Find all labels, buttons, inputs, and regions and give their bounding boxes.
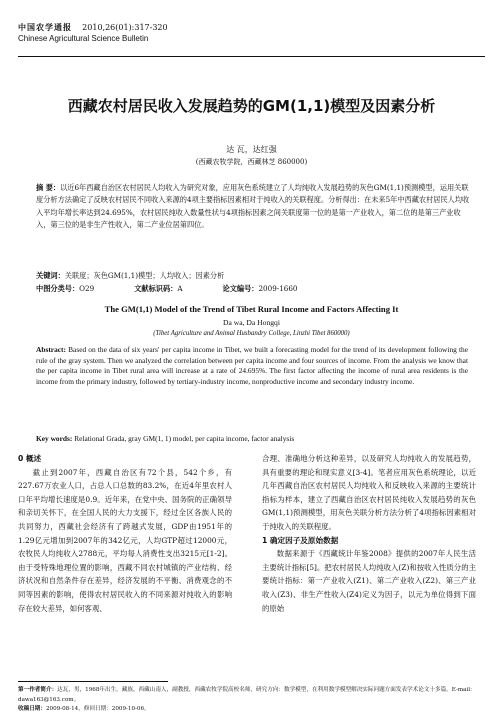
keywords-cn [36, 270, 472, 281]
paper-number [223, 284, 298, 294]
keywords-en-text: Relational Grada, gray GM(1, 1) model, per capita income, factor analysis [74, 434, 295, 443]
abstract-en [36, 345, 468, 388]
keywords-cn-text: 关联度；灰色GM(1,1)模型；人均收入；因素分析 [64, 271, 225, 280]
section-heading-overview: 0 概述 [18, 454, 42, 463]
document-code-label: 文献标识码： [134, 284, 178, 293]
abstract-cn-text: 以近6年西藏自治区农村居民人均收入为研究对象，应用灰色系统建立了人均纯收入发展趋势的灰色GM(1,1)预测模型，运用关联度分析方法确定了反映农村居民不同收入来源的4项主要指标因素相对于纯收入的关联程度。分析得出：在未来5年中西藏农村居民人均收入平均年增长率达到24.695%，农村居民纯收入数量性状与4项指标因素之间关联度第一位的是第一产业收入，第二位的是第三产业收入，第三位的是非生产性收入，第二产业位居第四位。 [36, 183, 470, 229]
author-bio-label: 第一作者简介： [18, 687, 58, 693]
journal-volume-issue: 2010,26(01):317-320 [82, 23, 168, 32]
authors-cn: 达 瓦，达红强 [226, 145, 277, 154]
body-paragraph: 合理、准确地分析这种差异，以及研究人均纯收入的发展趋势，具有重要的理论和现实意义[3-4]。笔者应用灰色系统理论，以近几年西藏自治区农村居民人均纯收入和反映收入来源的主要统计指标为样本，建立了西藏自治区农村居民纯收入发展趋势的灰色GM(1,1)预测模型，用灰色关联分析方法分析了4项指标因素相对于纯收入的关联程度。 [262, 454, 476, 531]
paper-number-value: 2009-1660 [258, 284, 298, 293]
class-number-value: O29 [79, 284, 95, 293]
paper-number-label: 论文编号： [222, 284, 259, 293]
title-cn: 西藏农村居民收入发展趋势的GM(1,1)模型及因素分析 [67, 97, 436, 115]
abstract-cn-label: 摘 要： [36, 183, 61, 192]
footnote-rule [18, 681, 168, 682]
footnote [18, 686, 486, 715]
classification-row [36, 284, 472, 294]
class-number-label: 中图分类号： [36, 284, 80, 293]
journal-name-en: Chinese Agricultural Science Bulletin [18, 34, 149, 43]
author-bio-text: 达瓦，男，1968年出生，藏族，西藏山南人，副教授，西藏农牧学院高校名师，研究方向：数学模型，在利用数学模型解决实际问题方面发表学术论文十多篇。E-mail: dawa163@163.com。 [18, 687, 472, 703]
keywords-en-label: Key words: [36, 434, 73, 443]
journal-name-cn: 中国农学通报 [18, 23, 72, 32]
class-number [36, 284, 94, 294]
document-code-value: A [177, 284, 183, 293]
body-paragraph: 数据来源于《西藏统计年鉴2008》提供的2007年人民生活主要统计指标[5]。把农村居民人均纯收入(Z)和按收入性质分的主要统计指标：第一产业收入(Z1)、第二产业收入(Z2)、第三产业收入(Z3)、非生产性收入(Z4)定义为因子，以元为单位得到下面的原始 [262, 549, 476, 613]
author-bio [18, 686, 486, 705]
journal-name-row [18, 22, 168, 33]
authors-en: Da wa, Da Hongqi [223, 318, 280, 327]
received-dates [18, 705, 486, 715]
affiliation-cn: (西藏农牧学院，西藏林芝 860000) [195, 158, 308, 166]
received-dates-text: 2009-08-14，修回日期：2009-10-06。 [45, 706, 150, 712]
body-column-right [262, 452, 476, 615]
journal-header [18, 22, 168, 44]
abstract-cn [36, 182, 472, 231]
keywords-en [36, 434, 468, 443]
keywords-cn-label: 关键词： [36, 271, 65, 280]
body-paragraph: 截止到2007年，西藏自治区有72个县，542个乡，有227.67万农业人口，占总人口总数的83.2%，在近4年里农村人口年平均增长速度是0.9。近年来，在党中央、国务院的正确领导和亲切关怀下，在全国人民的大力支援下，经过全区各族人民的共同努力，西藏社会经济有了跨越式发展，GDP由1951年的1.29亿元增加到2007年的342亿元，人均GTP超过12000元，农牧民人均纯收入2788元，平均每人消费性支出3215元[1-2]。由于受特殊地理位置的影响，西藏不同农村城镇的产业结构、经济状况和自然条件存在差异，经济发展的不平衡、消费观念的不同等因素的影响，使得农村居民收入的不同来源对纯收入的影响存在较大差异，如何客观、 [18, 467, 232, 613]
header-rule [18, 56, 485, 57]
title-en: The GM(1,1) Model of the Trend of Tibet Rural Income and Factors Affecting It [104, 304, 399, 314]
received-dates-label: 收稿日期： [18, 706, 46, 712]
document-code [134, 284, 182, 294]
body-column-left [18, 452, 232, 615]
abstract-en-label: Abstract: [36, 345, 66, 354]
section-heading-factors: 1 确定因子及原始数据 [262, 535, 339, 545]
affiliation-en: (Tibet Agriculture and Animal Husbandry College, Linzhi Tibet 860000) [153, 330, 350, 337]
abstract-en-text: Based on the data of six years' per capita income in Tibet, we built a forecasting model for the trend of its development following the rule of the gray system. Then we analyzed the correlation between per capita income and four sources of income. From the analysis we know that the per capita income in Tibet rural area will increase at a rate of 24.695%. The first factor affecting the income of rural area residents is the income from the primary industry, followed by tertiary-industry income, nonproductive income and secondary industry income. [36, 345, 468, 387]
